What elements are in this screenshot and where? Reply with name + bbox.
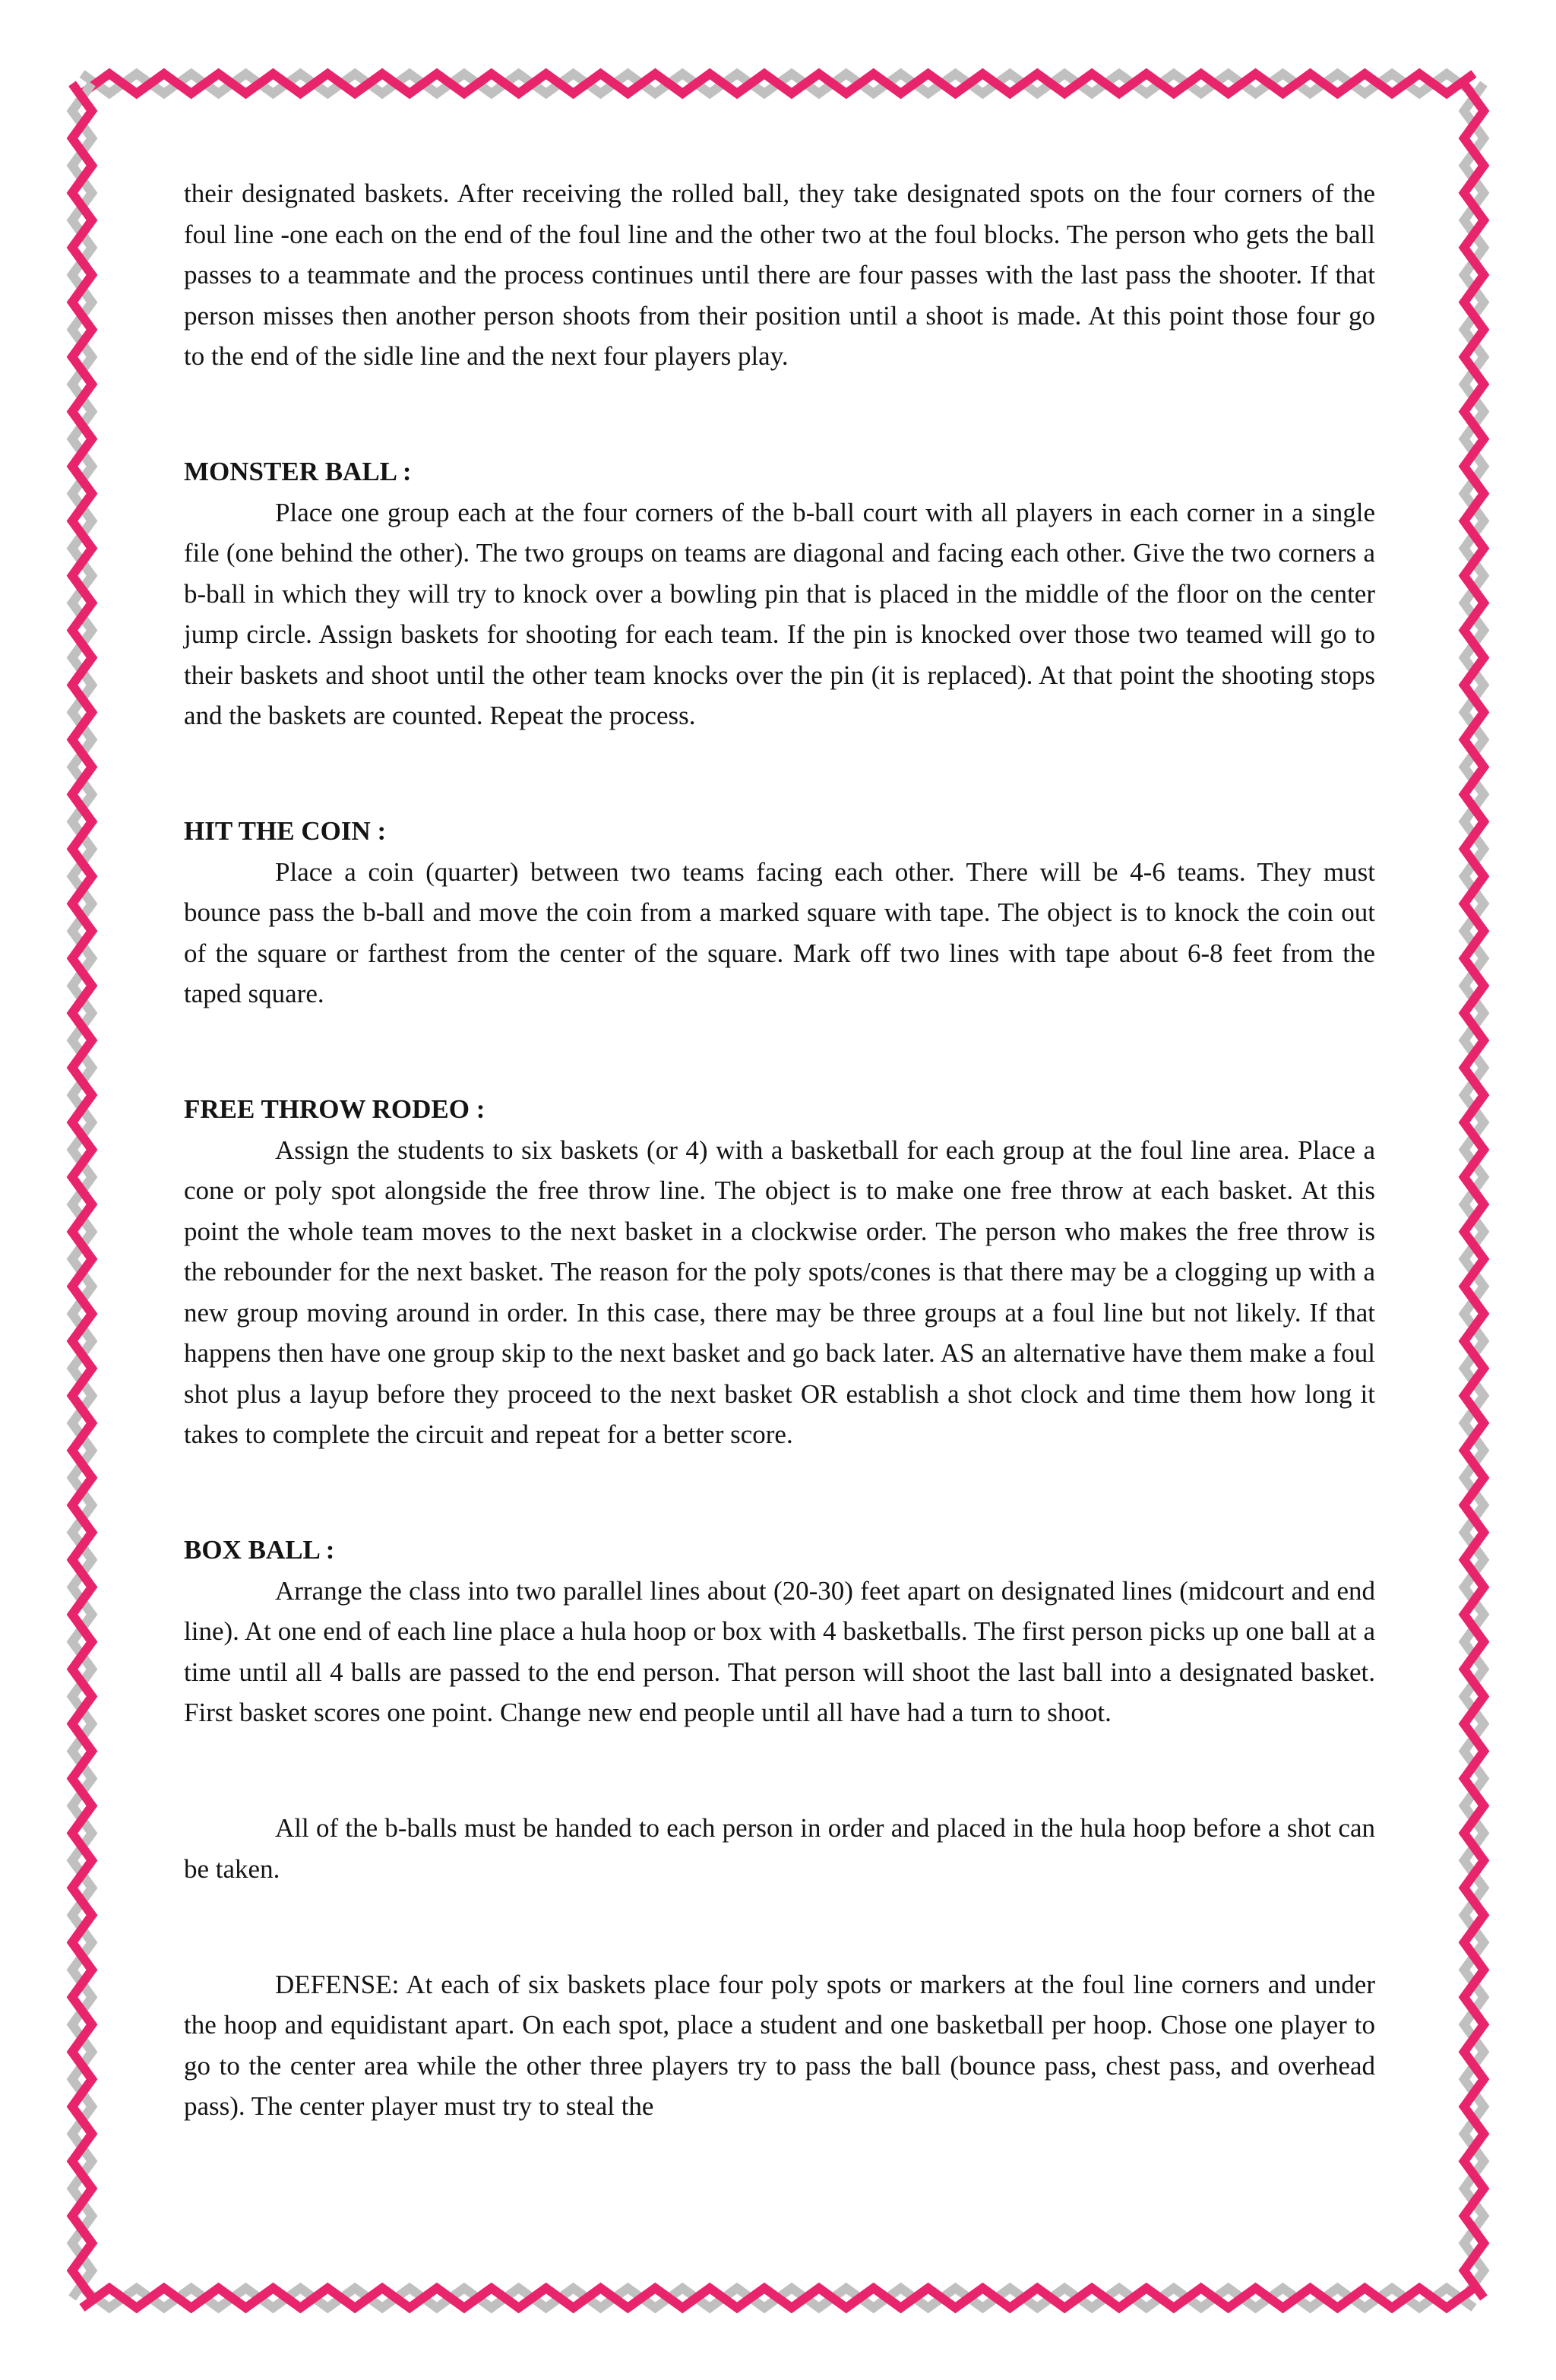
box-ball-note-paragraph: All of the b-balls must be handed to each person in order and placed in the hula hoop before a shot can be taken. — [184, 1813, 1375, 1884]
box-ball-heading: BOX BALL : — [184, 1535, 335, 1565]
box-ball-paragraph: Arrange the class into two parallel lines about (20-30) feet apart on designated lines (midcourt and end line). At one end of each line place a hula hoop or box with 4 basketballs. The first person picks up one ball at a time until all 4 balls are passed to the end person. That person will shoot the last ball into a designated basket. First basket scores one point. Change new end people until all have had a turn to shoot. — [184, 1575, 1375, 1727]
monster-ball-paragraph: Place one group each at the four corners of the b-ball court with all players in each corner in a single file (one behind the other). The two groups on teams are diagonal and facing each other. Give the two corners a b-ball in which they will try to knock over a bowling pin that is placed in the middle of the floor on the center jump circle. Assign baskets for shooting for each team. If the pin is knocked over those two teamed will go to their baskets and shoot until the other team knocks over the pin (it is replaced). At that point the shooting stops and the baskets are counted. Repeat the process. — [184, 497, 1375, 730]
intro-paragraph: their designated baskets. After receiving the rolled ball, they take designated spots on the four corners of the foul line -one each on the end of the foul line and the other two at the foul blocks. The person who gets the ball passes to a teammate and the process continues until there are four passes with the last pass the shooter. If that person misses then another person shoots from their position until a shoot is made. At this point those four go to the end of the sidle line and the next four players play. — [184, 179, 1375, 371]
free-throw-rodeo-paragraph: Assign the students to six baskets (or 4) with a basketball for each group at the foul line area. Place a cone or poly spot alongside the free throw line. The object is to make one free throw at each basket. At this point the whole team moves to the next basket in a clockwise order. The person who makes the free throw is the rebounder for the next basket. The reason for the poly spots/cones is that there may be a clogging up with a new group moving around in order. In this case, there may be three groups at a foul line but not likely. If that happens then have one group skip to the next basket and go back later. AS an alternative have them make a foul shot plus a layup before they proceed to the next basket OR establish a shot clock and time them how long it takes to complete the circuit and repeat for a better score. — [184, 1135, 1375, 1449]
free-throw-rodeo-heading: FREE THROW RODEO : — [184, 1094, 485, 1124]
defense-paragraph: DEFENSE: At each of six baskets place four poly spots or markers at the foul line corners and under the hoop and equidistant apart. On each spot, place a student and one basketball per hoop. Chose one player to go to the center area while the other three players try to pass the ball (bounce pass, chest pass, and overhead pass). The center player must try to steal the — [184, 1969, 1375, 2121]
border-bottom — [82, 2288, 1474, 2308]
hit-the-coin-paragraph: Place a coin (quarter) between two teams facing each other. There will be 4-6 teams. They must bounce pass the b-ball and move the coin from a marked square with tape. The object is to knock the coin out of the square or farthest from the center of the square. Mark off two lines with tape about 6-8 feet from the taped square. — [184, 856, 1375, 1008]
hit-the-coin-heading: HIT THE COIN : — [184, 816, 387, 846]
monster-ball-heading: MONSTER BALL : — [184, 457, 412, 486]
border-right — [1464, 84, 1484, 2298]
border-left — [72, 84, 92, 2298]
border-top — [82, 74, 1474, 93]
document-body — [184, 173, 1375, 2127]
